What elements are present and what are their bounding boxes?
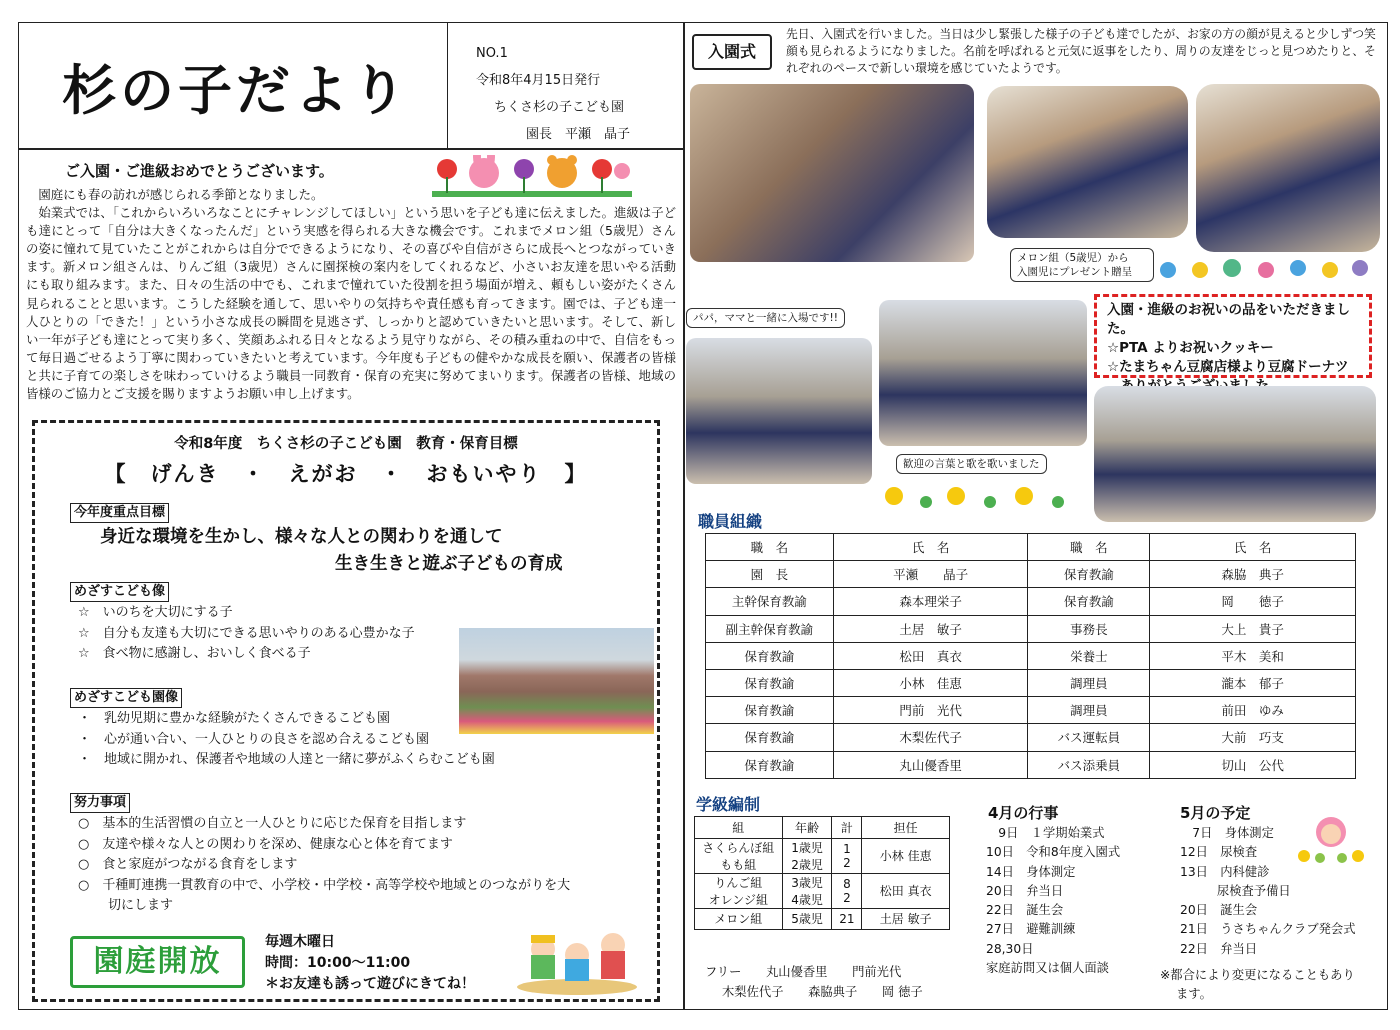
staff-name: 切山 公代 bbox=[1150, 751, 1356, 778]
table-header: 計 bbox=[832, 817, 862, 839]
schedule-item: 尿検査予備日 bbox=[1180, 883, 1291, 898]
staff-name: 前田 ゆみ bbox=[1150, 697, 1356, 724]
class-name: メロン組 bbox=[695, 908, 783, 930]
gift-line: ☆たまちゃん豆腐店様より豆腐ドーナツ bbox=[1107, 359, 1349, 375]
staff-name: 木梨佐代子 bbox=[833, 724, 1028, 751]
staff-table bbox=[705, 533, 1356, 779]
class-name bbox=[695, 838, 783, 873]
staff-role: 栄養士 bbox=[1028, 642, 1150, 669]
table-row bbox=[706, 561, 1356, 588]
list-item: ○ 友達や様々な人との関わりを深め、健康な心と体を育てます bbox=[78, 836, 453, 852]
class-name-line: オレンジ組 bbox=[708, 892, 769, 907]
class-name-line: もも組 bbox=[720, 857, 757, 872]
table-header-row bbox=[706, 534, 1356, 561]
staff-name: 土居 敏子 bbox=[833, 615, 1028, 642]
greeting-body bbox=[26, 186, 676, 403]
staff-role: 保育教諭 bbox=[706, 642, 834, 669]
staff-heading: 職員組織 bbox=[698, 512, 763, 531]
children-playing-illustration bbox=[515, 925, 640, 995]
table-row bbox=[695, 873, 950, 908]
may-note bbox=[1160, 966, 1355, 1005]
table-row bbox=[706, 697, 1356, 724]
staff-role: 主幹保育教諭 bbox=[706, 588, 834, 615]
list-item: ○ 基本的生活習慣の自立と一人ひとりに応じた保育を目指します bbox=[78, 816, 467, 831]
staff-name: 平木 美和 bbox=[1150, 642, 1356, 669]
table-row bbox=[706, 724, 1356, 751]
schedule-item: 家庭訪問又は個人面談 bbox=[986, 961, 1109, 976]
goals-slogan: 【 げんき ・ えがお ・ おもいやり 】 bbox=[104, 462, 588, 486]
schedule-item: 20日 弁当日 bbox=[986, 883, 1064, 898]
table-header: 担任 bbox=[862, 817, 950, 839]
schedule-item: 10日 令和8年度入園式 bbox=[986, 845, 1121, 860]
issue-date: 令和8年4月15日発行 bbox=[476, 73, 601, 88]
staff-name: 小林 佳恵 bbox=[833, 669, 1028, 696]
ceremony-label: 入園式 bbox=[692, 34, 772, 70]
class-name bbox=[695, 873, 783, 908]
list-item: ・ 地域に開かれ、保護者や地域の人達と一緒に夢がふくらむこども園 bbox=[78, 752, 495, 767]
class-name-line: りんご組 bbox=[714, 875, 763, 890]
table-row bbox=[706, 669, 1356, 696]
list-item: ☆ 食べ物に感謝し、おいしく食べる子 bbox=[78, 646, 311, 661]
april-heading: 4月の行事 bbox=[988, 804, 1059, 822]
list-item: ・ 乳幼児期に豊かな経験がたくさんできるこども園 bbox=[78, 711, 391, 726]
list-item: ○ 食と家庭がつながる食育をします bbox=[78, 857, 298, 872]
gift-photo-2 bbox=[1196, 84, 1380, 252]
may-schedule bbox=[1180, 824, 1356, 959]
staff-role: 保育教諭 bbox=[706, 724, 834, 751]
open-garden-day: 毎週木曜日 bbox=[265, 934, 335, 950]
staff-role: 保育教諭 bbox=[706, 697, 834, 724]
header-divider bbox=[18, 148, 683, 150]
gift-photo-1 bbox=[987, 86, 1188, 238]
class-teacher: 小林 佳恵 bbox=[862, 838, 950, 873]
table-header: 氏 名 bbox=[833, 534, 1028, 561]
flower-decoration bbox=[878, 484, 1078, 514]
class-count-line: 1 bbox=[843, 841, 851, 856]
entrance-photo bbox=[686, 338, 872, 484]
class-teacher: 松田 真衣 bbox=[862, 873, 950, 908]
class-age-line: 2歳児 bbox=[791, 857, 823, 872]
class-age-line: 4歳児 bbox=[791, 892, 823, 907]
effort-list bbox=[78, 814, 570, 917]
child-goals-label: めざすこども像 bbox=[70, 582, 169, 602]
greeting-paragraph-2: 始業式では、「これからいろいろなことにチャレンジしてほしい」という思いを子ども達に伝えました。進級は子ども達にとって「自分は大きくなったんだ」という実感を得られる大きな機会です。これまでメロン組（5歳児）さんの姿に憧れて見ていたことがこれからは自分でできるようになり、その喜びや自信がさらに成長へとつながっていきます。新メロン組さんは、りんご組（3歳児）さんに園探検の案内をしてくれるなど、小さいお友達を思いやる活動にも取り組みます。また、日々の生活の中でも、これまで憧れていた役割を担う場面が増え、頼もしい姿がたくさん見られることと思います。こうした経験を通して、思いやりの気持ちや責任感も育ってきます。園では、子ども達一人ひとりの「できた！」という小さな成長の瞬間を見逃さず、しっかりと認めていきたいと思います。そして、新しい一年が子ども達にとって実り多く、笑顔あふれる日々となるよう見守りながら、その積み重ねの中で、自信をもって毎日過ごせるよう丁寧に関わっていきたいと考えています。今年度も子どもの健やかな成長を願い、保護者の皆様と共に子育ての楽しさを味わっていけるよう職員一同教育・保育の充実に努めてまいります。保護者の皆様、地域の皆様のご協力とご支援を賜りますようお願い申し上げます。 bbox=[26, 205, 676, 402]
class-count-line: 2 bbox=[843, 890, 851, 905]
april-schedule bbox=[986, 824, 1120, 978]
principal-name: 園長 平瀬 晶子 bbox=[526, 127, 631, 142]
focus-label: 今年度重点目標 bbox=[70, 503, 169, 523]
table-row bbox=[706, 588, 1356, 615]
may-note-line: ます。 bbox=[1176, 987, 1212, 1002]
school-goals-list bbox=[78, 709, 495, 771]
table-row bbox=[706, 615, 1356, 642]
table-header: 職 名 bbox=[1028, 534, 1150, 561]
open-garden-label: 園庭開放 bbox=[70, 936, 245, 988]
staff-role: 事務長 bbox=[1028, 615, 1150, 642]
staff-name: 丸山優香里 bbox=[833, 751, 1028, 778]
class-count: 21 bbox=[832, 908, 862, 930]
school-goals-label: めざすこども園像 bbox=[70, 688, 182, 708]
caption-melon: メロン組（5歳児）から 入園児にプレゼント贈呈 bbox=[1010, 248, 1154, 282]
schedule-item: 13日 内科健診 bbox=[1180, 864, 1270, 879]
effort-label: 努力事項 bbox=[70, 793, 130, 813]
open-garden-note: ＊お友達も誘って遊びにきてね！ bbox=[265, 976, 475, 992]
greeting-paragraph-1: 園庭にも春の訪れが感じられる季節となりました。 bbox=[38, 187, 324, 202]
schedule-item: 12日 尿検査 bbox=[1180, 845, 1258, 860]
class-name-line: さくらんぼ組 bbox=[702, 840, 775, 855]
newsletter-title: 杉の子だより bbox=[62, 58, 410, 122]
staff-name: 森脇 典子 bbox=[1150, 561, 1356, 588]
class-count-line: 2 bbox=[843, 855, 851, 870]
class-age bbox=[782, 873, 832, 908]
class-teacher: 土居 敏子 bbox=[862, 908, 950, 930]
class-age-line: 3歳児 bbox=[791, 875, 823, 890]
table-header: 組 bbox=[695, 817, 783, 839]
staff-role: 保育教諭 bbox=[1028, 588, 1150, 615]
staff-role: バス運転員 bbox=[1028, 724, 1150, 751]
schedule-item: 20日 誕生会 bbox=[1180, 903, 1258, 918]
list-item-continued: 切にします bbox=[108, 898, 174, 913]
free-staff-line-1: フリー 丸山優香里 門前光代 bbox=[705, 965, 902, 979]
free-staff-line-2: 木梨佐代子 森脇典子 岡 徳子 bbox=[722, 985, 923, 999]
staff-name: 松田 真衣 bbox=[833, 642, 1028, 669]
stage-photo bbox=[879, 300, 1087, 446]
open-garden-time: 時間：10:00～11:00 bbox=[265, 955, 411, 971]
staff-role: 副主幹保育教諭 bbox=[706, 615, 834, 642]
group-photo bbox=[690, 84, 974, 262]
classes-table bbox=[694, 816, 950, 930]
class-count bbox=[832, 873, 862, 908]
schedule-item: 7日 身体測定 bbox=[1180, 826, 1274, 840]
staff-name: 平瀬 晶子 bbox=[833, 561, 1028, 588]
list-item: ☆ 自分も友達も大切にできる思いやりのある心豊かな子 bbox=[78, 625, 415, 641]
caption-papa: パパ，ママと一緒に入場です!! bbox=[686, 308, 845, 328]
issue-meta bbox=[476, 40, 630, 148]
staff-name: 瀧本 郁子 bbox=[1150, 669, 1356, 696]
staff-name: 大前 巧支 bbox=[1150, 724, 1356, 751]
greeting-title: ご入園・ご進級おめでとうございます。 bbox=[65, 162, 334, 180]
table-header: 氏 名 bbox=[1150, 534, 1356, 561]
staff-name: 門前 光代 bbox=[833, 697, 1028, 724]
staff-role: 保育教諭 bbox=[706, 751, 834, 778]
staff-role: 調理員 bbox=[1028, 669, 1150, 696]
gift-line: 入園・進級のお祝いの品をいただきました。 bbox=[1107, 302, 1350, 337]
ceremony-text: 先日、入園式を行いました。当日は少し緊張した様子の子ども達でしたが、お家の方の顔が見えると少しずつ笑顔も見られるようになりました。名前を呼ばれると元気に返事をしたり、周りの友達をじっと見つめたりと、それぞれのペースで新しい環境を感じていたようです。 bbox=[786, 27, 1376, 75]
school-name: ちくさ杉の子こども園 bbox=[494, 100, 625, 115]
list-item: ☆ いのちを大切にする子 bbox=[78, 605, 233, 620]
staff-role: 保育教諭 bbox=[706, 669, 834, 696]
schedule-item: 14日 身体測定 bbox=[986, 864, 1076, 879]
focus-line-1: 身近な環境を生かし、様々な人との関わりを通して bbox=[100, 527, 503, 547]
schedule-item: 22日 弁当日 bbox=[1180, 941, 1258, 956]
staff-role: 保育教諭 bbox=[1028, 561, 1150, 588]
schedule-item: 21日 うさちゃんクラブ発会式 bbox=[1180, 922, 1356, 937]
goals-title: 令和8年度 ちくさ杉の子こども園 教育・保育目標 bbox=[174, 436, 518, 452]
table-row bbox=[695, 908, 950, 930]
class-age bbox=[782, 838, 832, 873]
staff-name: 岡 徳子 bbox=[1150, 588, 1356, 615]
classes-heading: 学級編制 bbox=[696, 795, 761, 814]
table-row bbox=[706, 642, 1356, 669]
list-item: ○ 千種町連携一貫教育の中で、小学校・中学校・高等学校や地域とのつながりを大 bbox=[78, 877, 571, 893]
parents-photo bbox=[1094, 386, 1376, 522]
open-garden-info bbox=[265, 932, 475, 995]
gift-line: ☆PTA よりお祝いクッキー bbox=[1107, 340, 1274, 356]
gift-notice bbox=[1094, 294, 1372, 378]
class-age: 5歳児 bbox=[782, 908, 832, 930]
focus-line-2: 生き生きと遊ぶ子どもの育成 bbox=[335, 554, 563, 574]
schedule-item: 9日 １学期始業式 bbox=[986, 826, 1105, 840]
list-item: ・ 心が通い合い、一人ひとりの良さを認め合えるこども園 bbox=[78, 731, 430, 747]
column-divider bbox=[683, 22, 685, 1010]
bird-decoration bbox=[1156, 256, 1372, 282]
table-header-row bbox=[695, 817, 950, 839]
class-count bbox=[832, 838, 862, 873]
staff-name: 大上 貴子 bbox=[1150, 615, 1356, 642]
table-header: 年齢 bbox=[782, 817, 832, 839]
schedule-item: 22日 誕生会 bbox=[986, 903, 1064, 918]
may-heading: 5月の予定 bbox=[1180, 804, 1251, 822]
caption-song: 歓迎の言葉と歌を歌いました bbox=[896, 454, 1047, 474]
class-count-line: 8 bbox=[843, 876, 851, 891]
table-row bbox=[695, 838, 950, 873]
table-row bbox=[706, 751, 1356, 778]
staff-role: バス添乗員 bbox=[1028, 751, 1150, 778]
table-header: 職 名 bbox=[706, 534, 834, 561]
staff-name: 森本理栄子 bbox=[833, 588, 1028, 615]
class-age-line: 1歳児 bbox=[791, 840, 823, 855]
staff-role: 園 長 bbox=[706, 561, 834, 588]
child-goals-list bbox=[78, 603, 415, 665]
schedule-item: 27日 避難訓練 bbox=[986, 922, 1076, 937]
may-note-line: ※都合により変更になることもあり bbox=[1160, 968, 1355, 982]
staff-role: 調理員 bbox=[1028, 697, 1150, 724]
schedule-item: 28,30日 bbox=[986, 941, 1034, 956]
issue-number: NO.1 bbox=[476, 46, 508, 61]
